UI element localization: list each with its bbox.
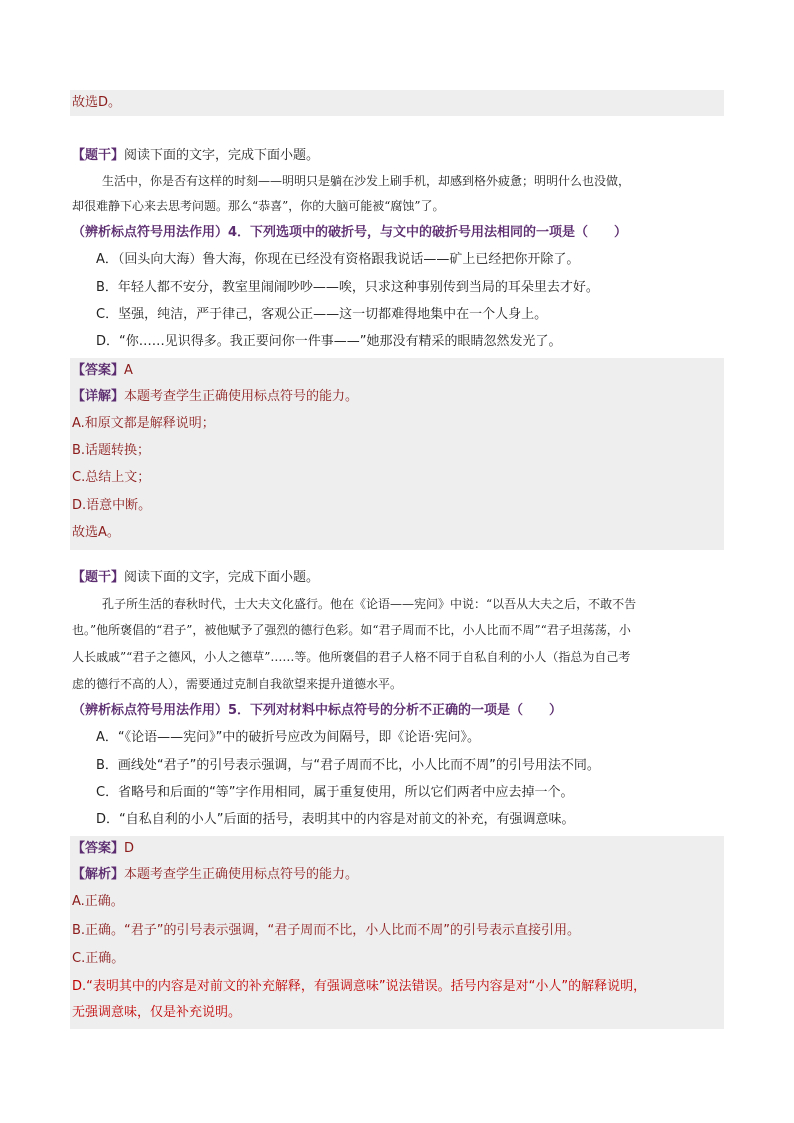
q5-stem-text: 阅读下面的文字，完成下面小题。 [124,570,320,585]
q4-option-b: B．年轻人都不安分，教室里闹闹吵吵——唉，只求这种事别传到当局的耳朵里去才好。 [96,280,599,295]
q5-passage-line-4: 虑的德行不高的人），需要通过克制自我欲望来提升道德水平。 [72,677,403,691]
q4-detail [72,388,358,406]
q5-detail-tag: 【解析】 [72,867,125,882]
q4-answer [72,362,133,380]
q5-option-b: B．画线处“君子”的引号表示强调，与“君子周而不比，小人比而不周”的引号用法不同。 [96,758,600,773]
q5-passage-line-1: 孔子所生活的春秋时代，士大夫文化盛行。他在《论语——宪问》中说：“以吾从大夫之后，不敢不告 [102,597,637,611]
q3-conclusion-block [70,90,724,116]
q5-analysis-d-line-1: D.“表明其中的内容是对前文的补充解释，有强调意味”说法错误。括号内容是对“小人”的解释说明， [72,979,647,994]
q4-stem-tag: 【题干】 [72,148,125,163]
q4-answer-block [70,358,724,550]
q4-detail-text: 本题考查学生正确使用标点符号的能力。 [124,389,359,404]
q4-stem [72,147,319,165]
q5-analysis-d-line-2: 无强调意味，仅是补充说明。 [72,1005,242,1020]
q5-option-c: C．省略号和后面的“等”字作用相同，属于重复使用，所以它们两者中应去掉一个。 [96,785,574,800]
q4-analysis-b: B.话题转换； [72,443,151,458]
q5-option-a: A．“《论语——宪问》”中的破折号应改为间隔号，即《论语·宪问》。 [96,730,480,745]
q5-detail-text: 本题考查学生正确使用标点符号的能力。 [124,867,359,882]
q4-stem-text: 阅读下面的文字，完成下面小题。 [124,148,320,163]
q4-question: （辨析标点符号用法作用）4．下列选项中的破折号，与文中的破折号用法相同的一项是（ ） [72,225,628,240]
q5-stem [72,569,319,587]
q4-option-c: C．坚强，纯洁，严于律己，客观公正——这一切都难得地集中在一个人身上。 [96,307,548,322]
q5-analysis-a: A.正确。 [72,894,124,909]
q5-detail [72,866,358,884]
q5-passage-line-3: 人长戚戚”“君子之德风，小人之德草”……等。他所褒倡的君子人格不同于自私自利的小人（指总为自己考 [72,650,631,664]
q5-answer [72,840,134,858]
q5-answer-tag: 【答案】 [72,841,125,856]
q4-conclusion: 故选A。 [72,525,120,540]
q4-option-d: D．“你……见识得多。我正要问你一件事——”她那没有精采的眼睛忽然发光了。 [96,334,562,349]
q4-option-a: A．（回头向大海）鲁大海，你现在已经没有资格跟我说话——矿上已经把你开除了。 [96,252,580,267]
q4-answer-tag: 【答案】 [72,363,125,378]
q5-answer-value: D [124,841,135,856]
q5-passage-line-2: 也。”他所褒倡的“君子”，被他赋予了强烈的德行色彩。如“君子周而不比，小人比而不周”“君子坦荡荡，小 [72,623,631,637]
q4-analysis-a: A.和原文都是解释说明； [72,416,215,431]
q5-question: （辨析标点符号用法作用）5．下列对材料中标点符号的分析不正确的一项是（ ） [72,703,563,718]
q4-detail-tag: 【详解】 [72,389,125,404]
q3-conclusion: 故选D。 [72,95,122,110]
q5-analysis-c: C.正确。 [72,951,125,966]
q4-analysis-d: D.语意中断。 [72,498,152,513]
q5-option-d: D．“自私自利的小人”后面的括号，表明其中的内容是对前文的补充，有强调意味。 [96,812,575,827]
q4-passage-line-1: 生活中，你是否有这样的时刻——明明只是躺在沙发上刷手机，却感到格外疲惫；明明什么也没做， [102,174,631,188]
q5-analysis-b: B.正确。“君子”的引号表示强调，“君子周而不比，小人比而不周”的引号表示直接引用。 [72,923,580,938]
q5-stem-tag: 【题干】 [72,570,125,585]
q4-passage-line-2: 却很难静下心来去思考问题。那么“恭喜”，你的大脑可能被“腐蚀”了。 [72,199,445,213]
q4-analysis-c: C.总结上文； [72,470,151,485]
q4-answer-value: A [124,363,133,378]
